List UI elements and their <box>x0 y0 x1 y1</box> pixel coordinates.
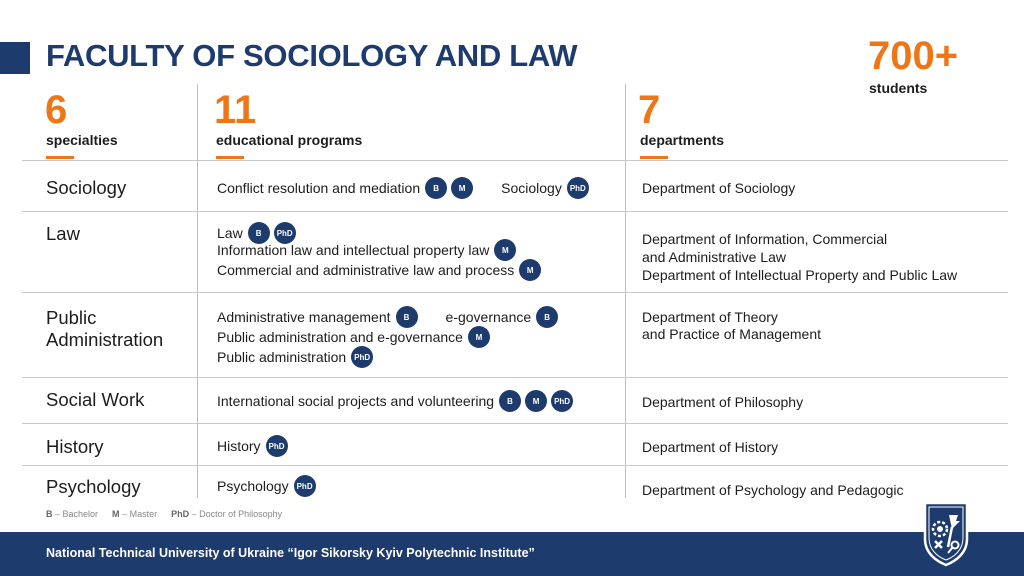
program-line <box>217 346 373 368</box>
bachelor-badge: B <box>248 222 270 244</box>
page-title: FACULTY OF SOCIOLOGY AND LAW <box>46 38 578 73</box>
phd-badge: PhD <box>351 346 373 368</box>
program-line <box>217 326 490 348</box>
row-divider <box>22 423 1008 424</box>
program-line <box>217 475 316 497</box>
specialty-public-administration-line2: Administration <box>46 329 164 350</box>
program-international-social-projects: International social projects and volunteering <box>217 393 495 409</box>
department-information-commercial-line1: Department of Information, Commercial <box>642 231 888 247</box>
phd-badge: PhD <box>274 222 296 244</box>
program-conflict-resolution: Conflict resolution and mediation <box>217 180 421 196</box>
program-administrative-management: Administrative management <box>217 309 391 325</box>
master-badge: M <box>468 326 490 348</box>
department-theory-line1: Department of Theory <box>642 309 778 325</box>
department-history: Department of History <box>642 439 779 455</box>
bachelor-badge: B <box>425 177 447 199</box>
row-divider <box>22 160 1008 161</box>
department-psychology: Department of Psychology and Pedagogic <box>642 482 904 498</box>
degree-legend <box>46 509 282 519</box>
students-count: 700+ <box>868 34 959 78</box>
specialties-underline <box>46 156 74 159</box>
legend-bachelor: B – Bachelor <box>46 509 99 519</box>
department-sociology: Department of Sociology <box>642 180 796 196</box>
departments-count: 7 <box>638 88 661 132</box>
students-label: students <box>869 80 928 96</box>
title-accent-bar <box>0 42 30 74</box>
bachelor-badge: B <box>536 306 558 328</box>
programs-count: 11 <box>214 88 257 132</box>
program-line <box>217 177 589 199</box>
kpi-shield-logo-icon <box>922 499 970 567</box>
program-public-administration: Public administration <box>217 349 347 365</box>
phd-badge: PhD <box>266 435 288 457</box>
specialty-history: History <box>46 436 104 457</box>
program-line <box>217 306 558 328</box>
bachelor-badge: B <box>396 306 418 328</box>
specialty-law: Law <box>46 223 80 244</box>
master-badge: M <box>451 177 473 199</box>
departments-underline <box>640 156 668 159</box>
department-philosophy: Department of Philosophy <box>642 394 804 410</box>
program-line <box>217 435 288 457</box>
program-information-law: Information law and intellectual property law <box>217 242 490 258</box>
footer-bar <box>0 532 1024 576</box>
program-law: Law <box>217 225 243 241</box>
departments-label: departments <box>640 132 725 148</box>
program-public-admin-e-governance: Public administration and e-governance <box>217 329 463 345</box>
program-line <box>217 259 541 281</box>
master-badge: M <box>494 239 516 261</box>
specialty-sociology: Sociology <box>46 177 127 198</box>
row-divider <box>22 292 1008 293</box>
department-intellectual-property: Department of Intellectual Property and Public Law <box>642 267 958 283</box>
legend-phd: PhD – Doctor of Philosophy <box>171 509 283 519</box>
programs-label: educational programs <box>216 132 363 148</box>
program-history: History <box>217 438 261 454</box>
legend-master: M – Master <box>112 509 158 519</box>
university-name: National Technical University of Ukraine “Igor Sikorsky Kyiv Polytechnic Institute” <box>46 546 535 560</box>
specialties-count: 6 <box>45 88 68 132</box>
row-divider <box>22 211 1008 212</box>
program-commercial-law: Commercial and administrative law and process <box>217 262 515 278</box>
specialty-psychology: Psychology <box>46 476 141 497</box>
row-divider <box>22 377 1008 378</box>
column-divider-2 <box>625 84 626 498</box>
row-divider <box>22 465 1008 466</box>
program-e-governance: e-governance <box>445 309 532 325</box>
program-line <box>217 390 573 412</box>
program-sociology: Sociology <box>501 180 562 196</box>
bachelor-badge: B <box>499 390 521 412</box>
program-line <box>217 239 516 261</box>
specialty-public-administration-line1: Public <box>46 307 97 328</box>
department-theory-line2: and Practice of Management <box>642 326 821 342</box>
programs-underline <box>216 156 244 159</box>
phd-badge: PhD <box>294 475 316 497</box>
program-psychology: Psychology <box>217 478 289 494</box>
master-badge: M <box>519 259 541 281</box>
phd-badge: PhD <box>551 390 573 412</box>
column-divider-1 <box>197 84 198 498</box>
master-badge: M <box>525 390 547 412</box>
department-information-commercial-line2: and Administrative Law <box>642 249 786 265</box>
phd-badge: PhD <box>567 177 589 199</box>
specialties-label: specialties <box>46 132 118 148</box>
specialty-social-work: Social Work <box>46 389 145 410</box>
